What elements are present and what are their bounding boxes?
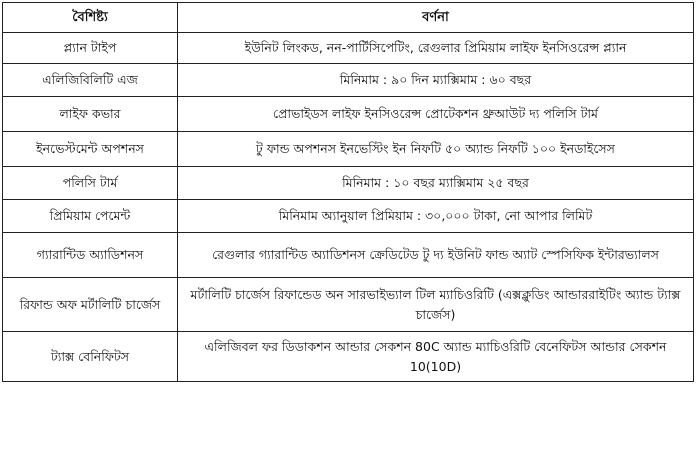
- feature-cell: ইনভেস্টমেন্ট অপশনস: [3, 132, 178, 167]
- description-cell: ইউনিট লিংকড, নন-পার্টিসিপেটিং, রেগুলার প্রিমিয়াম লাইফ ইনসিওরেন্স প্ল্যান: [178, 33, 694, 64]
- description-cell: মর্টালিটি চার্জেস রিফান্ডেড অন সারভাইভ্যাল টিল ম্যাচিওরিটি (এক্সক্লুডিং আন্ডাররাইটিং অ্যান্ড ট্যাক্স চার্জেস): [178, 278, 694, 332]
- feature-cell: ট্যাক্স বেনিফিটস: [3, 332, 178, 382]
- feature-cell: পলিসি টার্ম: [3, 167, 178, 200]
- feature-cell: এলিজিবিলিটি এজ: [3, 64, 178, 97]
- column-header-description: বর্ণনা: [178, 3, 694, 33]
- description-cell: রেগুলার গ্যারান্টিড অ্যাডিশনস ক্রেডিটেড টু দ্য ইউনিট ফান্ড অ্যাট স্পেসিফিক ইন্টারভ্যালস: [178, 233, 694, 278]
- table-row: [3, 167, 694, 200]
- table-header-row: [3, 3, 694, 33]
- table-row: [3, 97, 694, 132]
- table-row: [3, 233, 694, 278]
- description-cell: মিনিমাম : ১০ বছর ম্যাক্সিমাম ২৫ বছর: [178, 167, 694, 200]
- feature-cell: প্ল্যান টাইপ: [3, 33, 178, 64]
- feature-cell: লাইফ কভার: [3, 97, 178, 132]
- description-cell: মিনিমাম : ৯০ দিন ম্যাক্সিমাম : ৬০ বছর: [178, 64, 694, 97]
- table-row: [3, 278, 694, 332]
- table-row: [3, 200, 694, 233]
- feature-cell: গ্যারান্টিড অ্যাডিশনস: [3, 233, 178, 278]
- table-row: [3, 332, 694, 382]
- table-row: [3, 132, 694, 167]
- table-row: [3, 33, 694, 64]
- feature-cell: প্রিমিয়াম পেমেন্ট: [3, 200, 178, 233]
- column-header-feature: বৈশিষ্ট্য: [3, 3, 178, 33]
- feature-cell: রিফান্ড অফ মর্টালিটি চার্জেস: [3, 278, 178, 332]
- description-cell: মিনিমাম অ্যানুয়াল প্রিমিয়াম : ৩০,০০০ টাকা, নো আপার লিমিট: [178, 200, 694, 233]
- table-row: [3, 64, 694, 97]
- description-cell: প্রোভাইডস লাইফ ইনসিওরেন্স প্রোটেকশন থ্রুআউট দ্য পলিসি টার্ম: [178, 97, 694, 132]
- features-table: [2, 2, 694, 382]
- description-cell: টু ফান্ড অপশনস ইনভেস্টিং ইন নিফটি ৫০ অ্যান্ড নিফটি ১০০ ইনডাইসেস: [178, 132, 694, 167]
- description-cell: এলিজিবল ফর ডিডাকশন আন্ডার সেকশন 80C অ্যান্ড ম্যাচিওরিটি বেনেফিটস আন্ডার সেকশন 10(10D): [178, 332, 694, 382]
